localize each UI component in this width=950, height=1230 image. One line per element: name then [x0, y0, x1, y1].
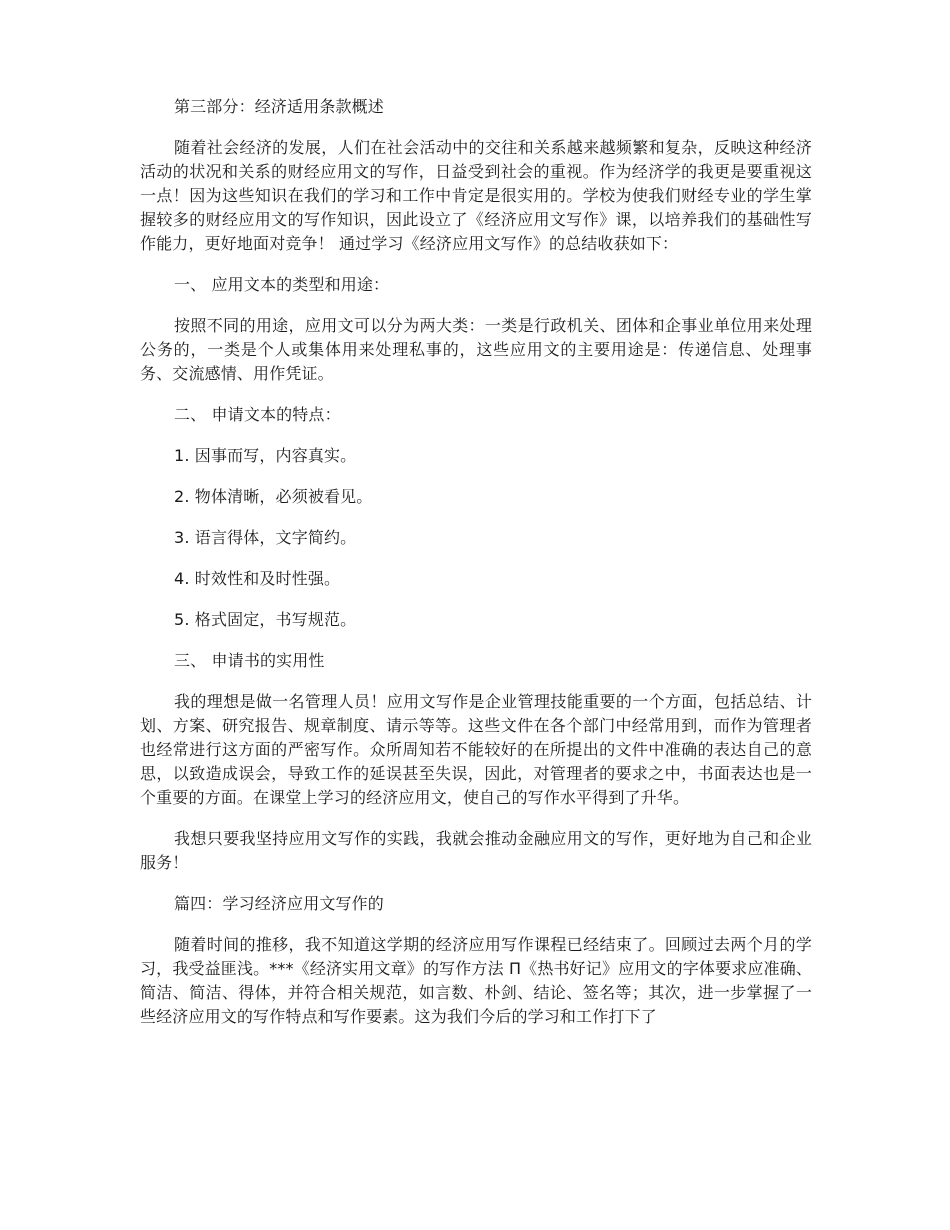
paragraph-types-and-uses: 按照不同的用途，应用文可以分为两大类：一类是行政机关、团体和企事业单位用来处理公务的，一类是个人或集体用来处理私事的，这些应用文的主要用途是：传递信息、处理事务、交流感情、用作凭证。 [140, 316, 812, 383]
document-body [140, 95, 812, 1046]
list-item-feature-2: 2. 物体清晰，必须被看见。 [174, 487, 373, 506]
list-item-feature-3: 3. 语言得体，文字简约。 [174, 528, 357, 547]
paragraph-commitment: 我想只要我坚持应用文写作的实践，我就会推动金融应用文的写作，更好地为自己和企业服务！ [140, 829, 812, 872]
paragraph-part-four: 随着时间的推移，我不知道这学期的经济应用写作课程已经结束了。回顾过去两个月的学习，我受益匪浅。***《经济实用文章》的写作方法 Π《热书好记》应用文的字体要求应准确、简洁、简洁、得体，并符合相关规范，如言数、朴剑、结论、签名等；其次，进一步掌握了一些经济应用文的写作特点和写作要素。这为我们今后的学习和工作打下了 [140, 935, 812, 1026]
section-title: 第三部分：经济适用条款概述 [174, 97, 384, 116]
heading-practicality: 三、 申请书的实用性 [174, 651, 325, 670]
paragraph-practicality: 我的理想是做一名管理人员！应用文写作是企业管理技能重要的一个方面，包括总结、计划、方案、研究报告、规章制度、请示等等。这些文件在各个部门中经常用到，而作为管理者也经常进行这方面的严密写作。众所周知若不能较好的在所提出的文件中准确的表达自己的意思，以致造成误会，导致工作的延误甚至失误，因此，对管理者的要求之中，书面表达也是一个重要的方面。在课堂上学习的经济应用文，使自己的写作水平得到了升华。 [140, 692, 812, 807]
heading-part-four: 篇四：学习经济应用文写作的 [174, 894, 384, 913]
intro-paragraph: 随着社会经济的发展，人们在社会活动中的交往和关系越来越频繁和复杂，反映这种经济活动的状况和关系的财经应用文的写作，日益受到社会的重视。作为经济学的我更是要重视这一点！因为这些知识在我们的学习和工作中肯定是很实用的。学校为使我们财经专业的学生掌握较多的财经应用文的写作知识，因此设立了《经济应用文写作》课，以培养我们的基础性写作能力，更好地面对竞争！ 通过学习《经济应用文写作》的总结收获如下： [140, 138, 812, 253]
heading-types-and-uses: 一、 应用文本的类型和用途： [174, 275, 390, 294]
list-item-feature-5: 5. 格式固定，书写规范。 [174, 610, 357, 629]
heading-features: 二、 申请文本的特点： [174, 405, 341, 424]
list-item-feature-4: 4. 时效性和及时性强。 [174, 569, 341, 588]
list-item-feature-1: 1. 因事而写，内容真实。 [174, 446, 357, 465]
